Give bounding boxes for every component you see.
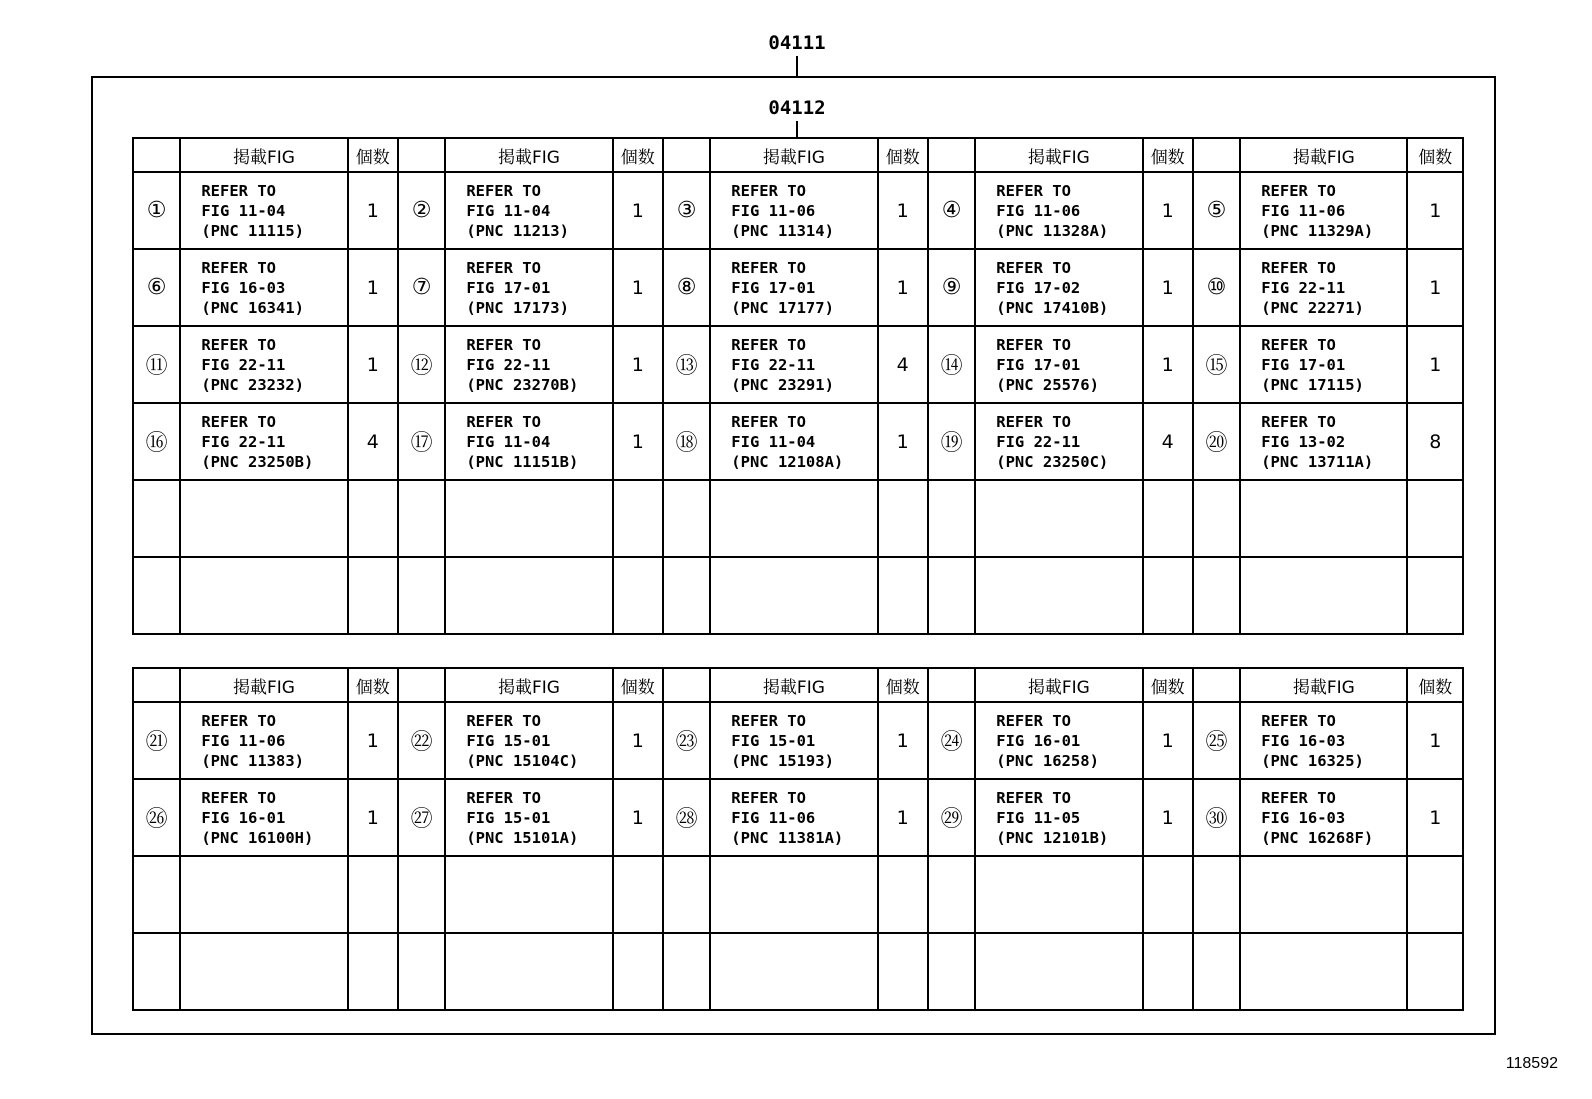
header-blank (133, 138, 180, 172)
quantity: 1 (878, 403, 928, 480)
figure-reference (445, 326, 612, 403)
item-number: ⑨ (928, 249, 975, 326)
item-number: ⑱ (663, 403, 710, 480)
header-fig: 掲載FIG (710, 668, 877, 702)
reference-line: REFER TO (201, 258, 276, 277)
header-blank (398, 668, 445, 702)
reference-line: REFER TO (996, 181, 1071, 200)
item-number: ㉒ (398, 702, 445, 779)
reference-line: FIG 16-03 (1261, 731, 1346, 750)
empty-cell (975, 856, 1142, 933)
empty-cell (348, 557, 398, 634)
item-number: ⑥ (133, 249, 180, 326)
reference-line: (PNC 16341) (201, 298, 304, 317)
item-number: ⑭ (928, 326, 975, 403)
reference-line: FIG 22-11 (996, 432, 1081, 451)
reference-line: REFER TO (996, 258, 1071, 277)
reference-line: REFER TO (731, 181, 806, 200)
figure-reference (1240, 326, 1407, 403)
quantity: 4 (348, 403, 398, 480)
reference-line: REFER TO (1261, 335, 1336, 354)
illustration-id: 118592 (1505, 1055, 1558, 1072)
quantity: 1 (348, 172, 398, 249)
figure-reference (975, 249, 1142, 326)
empty-cell (928, 480, 975, 557)
reference-line: (PNC 11329A) (1261, 221, 1374, 240)
reference-line: FIG 11-05 (996, 808, 1081, 827)
reference-line: FIG 11-06 (731, 201, 816, 220)
reference-line: (PNC 12101B) (996, 828, 1109, 847)
reference-line: REFER TO (201, 181, 276, 200)
reference-line: (PNC 11314) (731, 221, 834, 240)
empty-cell (975, 933, 1142, 1010)
item-number: ㉗ (398, 779, 445, 856)
figure-reference (1240, 172, 1407, 249)
figure-reference (180, 702, 347, 779)
quantity: 1 (1143, 172, 1193, 249)
quantity: 1 (878, 172, 928, 249)
item-number: ④ (928, 172, 975, 249)
reference-line: REFER TO (731, 711, 806, 730)
reference-line: REFER TO (731, 335, 806, 354)
item-number: ⑩ (1193, 249, 1240, 326)
header-fig: 掲載FIG (180, 138, 347, 172)
empty-row (133, 557, 1463, 634)
item-number: ㉙ (928, 779, 975, 856)
figure-reference (710, 403, 877, 480)
reference-line: REFER TO (1261, 412, 1336, 431)
reference-line: (PNC 15193) (731, 751, 834, 770)
empty-cell (663, 480, 710, 557)
header-fig: 掲載FIG (975, 138, 1142, 172)
empty-cell (445, 480, 612, 557)
item-number: ② (398, 172, 445, 249)
empty-cell (613, 557, 663, 634)
empty-cell (710, 933, 877, 1010)
reference-line: REFER TO (1261, 711, 1336, 730)
table-row (133, 779, 1463, 856)
header-blank (398, 138, 445, 172)
figure-reference (1240, 779, 1407, 856)
empty-cell (180, 856, 347, 933)
figure-reference (180, 403, 347, 480)
quantity: 4 (878, 326, 928, 403)
header-fig: 掲載FIG (180, 668, 347, 702)
reference-line: REFER TO (731, 788, 806, 807)
quantity: 1 (1407, 326, 1463, 403)
empty-cell (928, 933, 975, 1010)
reference-line: (PNC 17410B) (996, 298, 1109, 317)
reference-line: FIG 11-06 (996, 201, 1081, 220)
header-fig: 掲載FIG (975, 668, 1142, 702)
empty-cell (710, 856, 877, 933)
reference-line: REFER TO (996, 335, 1071, 354)
figure-reference (975, 326, 1142, 403)
table-row (133, 702, 1463, 779)
quantity: 1 (878, 249, 928, 326)
empty-cell (663, 557, 710, 634)
header-fig: 掲載FIG (1240, 138, 1407, 172)
item-number: ⑳ (1193, 403, 1240, 480)
quantity: 1 (1407, 702, 1463, 779)
inner-label-leader (796, 121, 798, 137)
reference-line: FIG 15-01 (466, 731, 551, 750)
reference-line: (PNC 16325) (1261, 751, 1364, 770)
empty-cell (348, 480, 398, 557)
empty-cell (1240, 856, 1407, 933)
quantity: 1 (348, 779, 398, 856)
reference-line: (PNC 11328A) (996, 221, 1109, 240)
empty-cell (975, 557, 1142, 634)
empty-cell (663, 933, 710, 1010)
reference-line: (PNC 25576) (996, 375, 1099, 394)
reference-line: FIG 16-01 (996, 731, 1081, 750)
figure-reference (180, 249, 347, 326)
empty-cell (710, 480, 877, 557)
item-number: ⑲ (928, 403, 975, 480)
reference-line: (PNC 16258) (996, 751, 1099, 770)
figure-reference (975, 403, 1142, 480)
header-qty: 個数 (1143, 668, 1193, 702)
empty-cell (398, 856, 445, 933)
quantity: 1 (1143, 249, 1193, 326)
reference-line: FIG 17-01 (466, 278, 551, 297)
figure-reference (710, 249, 877, 326)
reference-line: (PNC 23250C) (996, 452, 1109, 471)
reference-line: FIG 22-11 (201, 355, 286, 374)
item-number: ㉑ (133, 702, 180, 779)
reference-line: (PNC 11151B) (466, 452, 579, 471)
assembly-label-outer: 04111 (768, 32, 826, 54)
reference-line: REFER TO (1261, 788, 1336, 807)
empty-cell (1193, 557, 1240, 634)
reference-line: (PNC 23250B) (201, 452, 314, 471)
empty-cell (1240, 480, 1407, 557)
empty-cell (710, 557, 877, 634)
figure-reference (445, 249, 612, 326)
reference-line: REFER TO (731, 258, 806, 277)
reference-line: REFER TO (996, 711, 1071, 730)
reference-line: FIG 11-04 (466, 432, 551, 451)
reference-line: (PNC 17173) (466, 298, 569, 317)
reference-line: (PNC 17177) (731, 298, 834, 317)
reference-line: REFER TO (201, 412, 276, 431)
quantity: 8 (1407, 403, 1463, 480)
header-qty: 個数 (878, 668, 928, 702)
item-number: ㉕ (1193, 702, 1240, 779)
header-blank (928, 668, 975, 702)
item-number: ① (133, 172, 180, 249)
reference-line: (PNC 16268F) (1261, 828, 1374, 847)
figure-reference (710, 702, 877, 779)
reference-line: (PNC 17115) (1261, 375, 1364, 394)
header-fig: 掲載FIG (1240, 668, 1407, 702)
quantity: 1 (613, 779, 663, 856)
figure-reference (180, 172, 347, 249)
reference-line: FIG 17-01 (996, 355, 1081, 374)
quantity: 1 (878, 779, 928, 856)
item-number: ㉖ (133, 779, 180, 856)
empty-cell (878, 480, 928, 557)
header-row (133, 668, 1463, 702)
item-number: ㉘ (663, 779, 710, 856)
reference-line: REFER TO (466, 711, 541, 730)
empty-cell (1143, 480, 1193, 557)
table-row (133, 249, 1463, 326)
empty-cell (348, 856, 398, 933)
empty-cell (133, 480, 180, 557)
empty-cell (1407, 856, 1463, 933)
figure-reference (1240, 702, 1407, 779)
reference-line: REFER TO (466, 335, 541, 354)
quantity: 1 (613, 326, 663, 403)
header-qty: 個数 (1407, 138, 1463, 172)
empty-cell (613, 933, 663, 1010)
empty-cell (1193, 856, 1240, 933)
figure-reference (445, 702, 612, 779)
empty-cell (180, 557, 347, 634)
reference-line: REFER TO (996, 788, 1071, 807)
quantity: 1 (613, 172, 663, 249)
figure-reference (975, 779, 1142, 856)
empty-cell (1407, 480, 1463, 557)
quantity: 4 (1143, 403, 1193, 480)
header-blank (1193, 668, 1240, 702)
reference-line: (PNC 11115) (201, 221, 304, 240)
quantity: 1 (613, 702, 663, 779)
empty-cell (398, 480, 445, 557)
empty-cell (878, 856, 928, 933)
parts-table-upper (132, 137, 1464, 635)
empty-cell (1143, 856, 1193, 933)
figure-reference (180, 326, 347, 403)
reference-line: (PNC 22271) (1261, 298, 1364, 317)
reference-line: (PNC 16100H) (201, 828, 314, 847)
item-number: ㉔ (928, 702, 975, 779)
quantity: 1 (348, 249, 398, 326)
item-number: ⑤ (1193, 172, 1240, 249)
item-number: ⑪ (133, 326, 180, 403)
empty-cell (133, 933, 180, 1010)
quantity: 1 (1143, 779, 1193, 856)
figure-reference (1240, 403, 1407, 480)
empty-cell (975, 480, 1142, 557)
figure-reference (710, 779, 877, 856)
empty-cell (663, 856, 710, 933)
header-qty: 個数 (878, 138, 928, 172)
reference-line: (PNC 12108A) (731, 452, 844, 471)
item-number: ⑰ (398, 403, 445, 480)
header-blank (663, 138, 710, 172)
header-qty: 個数 (348, 138, 398, 172)
reference-line: FIG 13-02 (1261, 432, 1346, 451)
reference-line: REFER TO (731, 412, 806, 431)
figure-reference (975, 172, 1142, 249)
reference-line: (PNC 11213) (466, 221, 569, 240)
reference-line: REFER TO (1261, 181, 1336, 200)
reference-line: (PNC 15104C) (466, 751, 579, 770)
item-number: ㉓ (663, 702, 710, 779)
header-qty: 個数 (613, 668, 663, 702)
quantity: 1 (613, 249, 663, 326)
reference-line: FIG 11-06 (731, 808, 816, 827)
empty-cell (398, 557, 445, 634)
reference-line: FIG 11-04 (731, 432, 816, 451)
quantity: 1 (1407, 779, 1463, 856)
reference-line: FIG 15-01 (731, 731, 816, 750)
header-qty: 個数 (1143, 138, 1193, 172)
quantity: 1 (878, 702, 928, 779)
header-fig: 掲載FIG (445, 138, 612, 172)
reference-line: REFER TO (466, 788, 541, 807)
empty-cell (348, 933, 398, 1010)
reference-line: REFER TO (996, 412, 1071, 431)
reference-line: REFER TO (466, 412, 541, 431)
reference-line: (PNC 13711A) (1261, 452, 1374, 471)
reference-line: FIG 22-11 (466, 355, 551, 374)
header-qty: 個数 (348, 668, 398, 702)
quantity: 1 (1407, 249, 1463, 326)
empty-cell (613, 856, 663, 933)
item-number: ⑦ (398, 249, 445, 326)
empty-cell (445, 933, 612, 1010)
figure-reference (445, 172, 612, 249)
reference-line: FIG 17-02 (996, 278, 1081, 297)
reference-line: (PNC 15101A) (466, 828, 579, 847)
header-blank (133, 668, 180, 702)
reference-line: FIG 22-11 (731, 355, 816, 374)
reference-line: (PNC 23291) (731, 375, 834, 394)
reference-line: FIG 11-04 (466, 201, 551, 220)
reference-line: FIG 22-11 (201, 432, 286, 451)
empty-cell (613, 480, 663, 557)
empty-cell (180, 933, 347, 1010)
empty-cell (180, 480, 347, 557)
reference-line: FIG 11-04 (201, 201, 286, 220)
figure-reference (445, 779, 612, 856)
figure-reference (975, 702, 1142, 779)
reference-line: FIG 17-01 (731, 278, 816, 297)
empty-cell (878, 933, 928, 1010)
reference-line: FIG 16-03 (201, 278, 286, 297)
empty-cell (1193, 933, 1240, 1010)
empty-cell (1407, 933, 1463, 1010)
reference-line: REFER TO (1261, 258, 1336, 277)
item-number: ③ (663, 172, 710, 249)
empty-row (133, 856, 1463, 933)
table-row (133, 403, 1463, 480)
reference-line: FIG 15-01 (466, 808, 551, 827)
header-qty: 個数 (1407, 668, 1463, 702)
header-blank (663, 668, 710, 702)
figure-reference (445, 403, 612, 480)
figure-reference (710, 326, 877, 403)
reference-line: FIG 11-06 (1261, 201, 1346, 220)
header-blank (928, 138, 975, 172)
reference-line: FIG 16-01 (201, 808, 286, 827)
empty-cell (1407, 557, 1463, 634)
quantity: 1 (348, 702, 398, 779)
empty-cell (445, 557, 612, 634)
empty-cell (133, 856, 180, 933)
header-qty: 個数 (613, 138, 663, 172)
header-row (133, 138, 1463, 172)
figure-reference (1240, 249, 1407, 326)
table-row (133, 172, 1463, 249)
quantity: 1 (1143, 326, 1193, 403)
empty-row (133, 480, 1463, 557)
reference-line: REFER TO (201, 711, 276, 730)
empty-cell (1193, 480, 1240, 557)
parts-table-lower (132, 667, 1464, 1011)
empty-cell (1240, 557, 1407, 634)
empty-cell (878, 557, 928, 634)
reference-line: FIG 16-03 (1261, 808, 1346, 827)
empty-cell (1143, 933, 1193, 1010)
reference-line: FIG 22-11 (1261, 278, 1346, 297)
quantity: 1 (613, 403, 663, 480)
item-number: ⑯ (133, 403, 180, 480)
item-number: ⑧ (663, 249, 710, 326)
header-blank (1193, 138, 1240, 172)
empty-cell (1143, 557, 1193, 634)
quantity: 1 (348, 326, 398, 403)
empty-cell (928, 557, 975, 634)
item-number: ⑮ (1193, 326, 1240, 403)
quantity: 1 (1407, 172, 1463, 249)
figure-reference (710, 172, 877, 249)
figure-reference (180, 779, 347, 856)
reference-line: (PNC 11381A) (731, 828, 844, 847)
reference-line: REFER TO (466, 181, 541, 200)
assembly-label-inner: 04112 (768, 97, 826, 119)
header-fig: 掲載FIG (445, 668, 612, 702)
empty-cell (398, 933, 445, 1010)
empty-cell (133, 557, 180, 634)
header-fig: 掲載FIG (710, 138, 877, 172)
empty-row (133, 933, 1463, 1010)
reference-line: (PNC 23270B) (466, 375, 579, 394)
reference-line: FIG 17-01 (1261, 355, 1346, 374)
item-number: ㉚ (1193, 779, 1240, 856)
item-number: ⑫ (398, 326, 445, 403)
empty-cell (445, 856, 612, 933)
outer-label-leader (796, 56, 798, 76)
table-row (133, 326, 1463, 403)
empty-cell (1240, 933, 1407, 1010)
item-number: ⑬ (663, 326, 710, 403)
reference-line: REFER TO (201, 788, 276, 807)
reference-line: FIG 11-06 (201, 731, 286, 750)
reference-line: REFER TO (466, 258, 541, 277)
empty-cell (928, 856, 975, 933)
reference-line: (PNC 23232) (201, 375, 304, 394)
quantity: 1 (1143, 702, 1193, 779)
reference-line: REFER TO (201, 335, 276, 354)
reference-line: (PNC 11383) (201, 751, 304, 770)
